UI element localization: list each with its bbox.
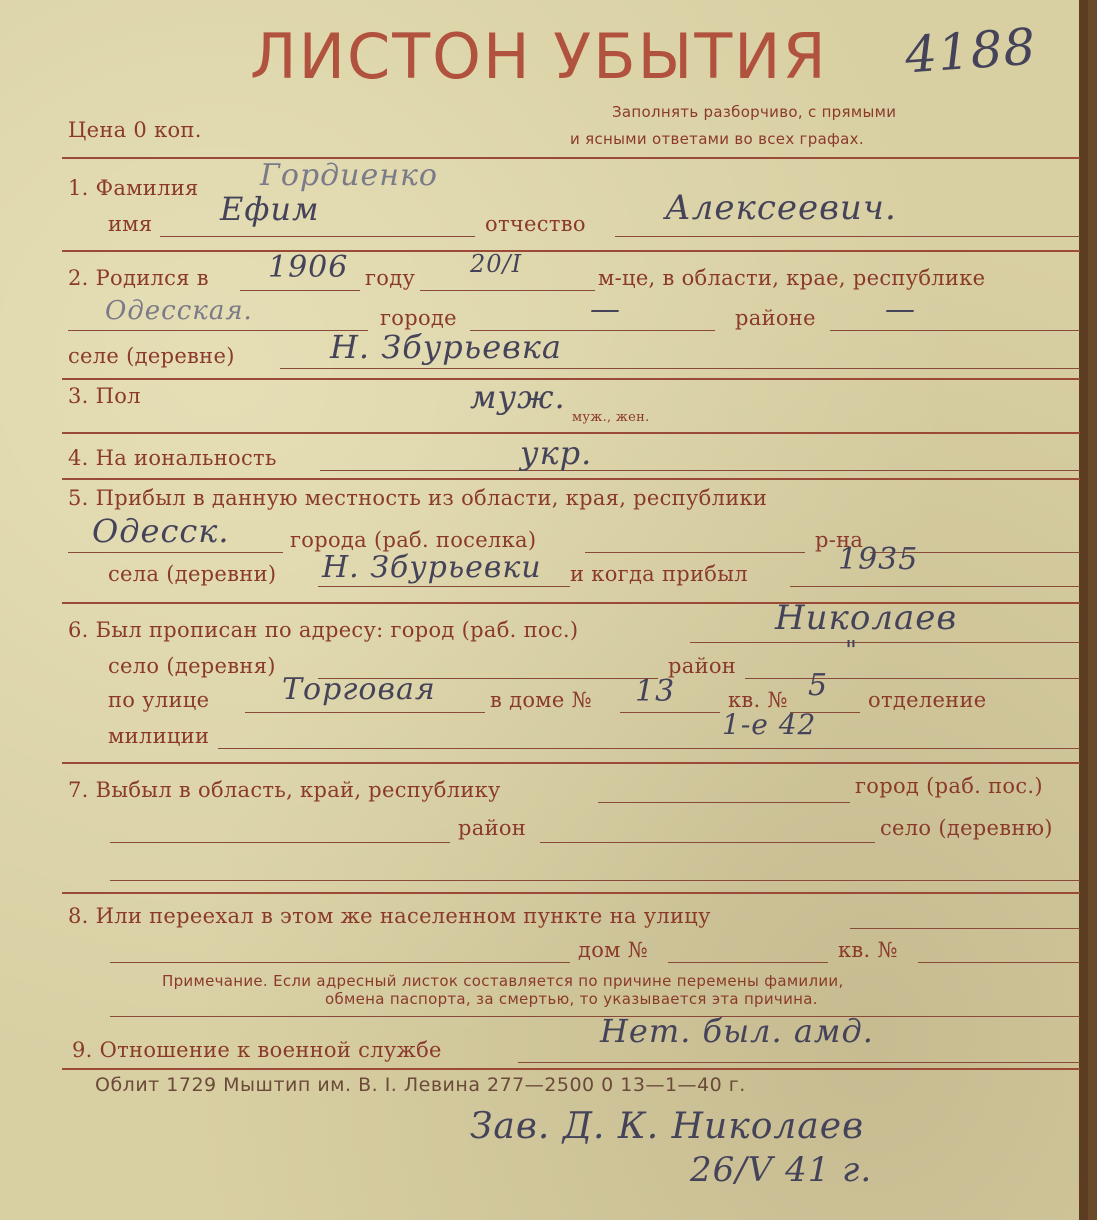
left-village-label: село (деревню) <box>880 816 1053 840</box>
instruction-line-1: Заполнять разборчиво, с прямыми <box>612 103 897 121</box>
price-label: Цена 0 коп. <box>68 118 202 142</box>
born-label: 2. Родился в <box>68 266 209 290</box>
arrived-when-label: и когда прибыл <box>570 562 748 586</box>
house-value: 13 <box>635 674 676 709</box>
moved-apt-underline <box>918 962 1080 963</box>
name-value: Ефим <box>220 190 320 228</box>
left-region-underline <box>598 802 850 803</box>
left-city-underline <box>110 842 450 843</box>
moved-house-label: дом № <box>578 938 648 962</box>
birth-region-value: Одесская. <box>105 296 253 326</box>
birth-date-value: 20/I <box>470 250 523 278</box>
moved-prefix-underline <box>110 962 570 963</box>
sex-hint: муж., жен. <box>572 410 650 425</box>
region-underline <box>68 330 368 331</box>
apt-label: кв. № <box>728 688 788 712</box>
page-edge <box>1079 0 1088 1220</box>
divider <box>62 762 1080 764</box>
militia-label: милиции <box>108 724 210 748</box>
arrived-village-value: Н. Збурьевки <box>322 550 542 585</box>
arrived-village-label: села (деревни) <box>108 562 277 586</box>
instruction-line-2: и ясными ответами во всех графах. <box>570 130 864 148</box>
patronymic-label: отчество <box>485 212 586 236</box>
village-underline <box>280 368 1080 369</box>
arrived-district-label: р-на <box>815 528 864 552</box>
street-label: по улице <box>108 688 210 712</box>
left-district-underline <box>540 842 875 843</box>
house-label: в доме № <box>490 688 592 712</box>
birth-year-value: 1906 <box>268 250 349 285</box>
date-underline <box>420 290 595 291</box>
arrived-label: 5. Прибыл в данную местность из области, края, республики <box>68 486 768 510</box>
form-number: 4188 <box>903 17 1039 85</box>
moved-house-underline <box>668 962 828 963</box>
left-label: 7. Выбыл в область, край, республику <box>68 778 501 802</box>
divider <box>62 378 1080 380</box>
military-value: Нет. был. амд. <box>600 1012 874 1050</box>
militia-underline <box>218 748 1080 749</box>
military-label: 9. Отношение к военной службе <box>72 1038 442 1062</box>
registered-district-label: район <box>668 654 737 678</box>
left-city-label: город (раб. пос.) <box>855 774 1043 798</box>
moved-apt-label: кв. № <box>838 938 898 962</box>
year-underline <box>240 290 360 291</box>
village-label: селе (деревне) <box>68 344 235 368</box>
registered-label: 6. Был прописан по адресу: город (раб. пос.) <box>68 618 579 642</box>
street-value: Торговая <box>282 672 436 707</box>
moved-street-underline <box>850 928 1080 929</box>
note-underline <box>110 1016 1080 1017</box>
surname-value: Гордиенко <box>260 158 438 193</box>
sex-value: муж. <box>470 378 566 416</box>
militia-value: 1-е 42 <box>722 708 817 741</box>
form-title: ЛИСТОН УБЫТИЯ <box>250 20 828 93</box>
sex-label: 3. Пол <box>68 384 141 408</box>
street-underline <box>245 712 485 713</box>
registered-city-underline <box>690 642 1080 643</box>
signature-line-2: 26/V 41 г. <box>690 1150 873 1190</box>
nationality-value: укр. <box>520 434 593 472</box>
patronymic-underline <box>615 236 1080 237</box>
patronymic-value: Алексеевич. <box>665 188 897 228</box>
nationality-underline <box>320 470 1080 471</box>
left-village-underline <box>110 880 1080 881</box>
registered-city-value: Николаев <box>775 598 958 638</box>
nationality-label: 4. На иональность <box>68 446 277 470</box>
year-label: году <box>365 266 416 290</box>
birth-city-value: — <box>590 292 621 327</box>
arrived-village-underline <box>318 586 570 587</box>
district-label: районе <box>735 306 816 330</box>
place-label: м-це, в области, крае, республике <box>598 266 986 290</box>
city-label: городе <box>380 306 457 330</box>
arrived-when-underline <box>790 586 1080 587</box>
department-label: отделение <box>868 688 987 712</box>
divider <box>62 1068 1080 1070</box>
registered-district-value: " <box>845 636 858 666</box>
apt-value: 5 <box>808 668 829 703</box>
divider <box>62 892 1080 894</box>
arrived-city-underline <box>585 552 805 553</box>
arrived-when-value: 1935 <box>838 542 919 577</box>
name-label: имя <box>108 212 153 236</box>
arrived-region-underline <box>68 552 283 553</box>
district-underline <box>830 330 1080 331</box>
birth-district-value: — <box>885 292 916 327</box>
arrived-region-value: Одесск. <box>92 512 230 550</box>
signature-line-1: Зав. Д. К. Николаев <box>470 1106 865 1147</box>
note-line-1: Примечание. Если адресный листок составляется по причине перемены фамилии, <box>162 972 844 990</box>
divider <box>62 478 1080 480</box>
divider <box>62 157 1080 159</box>
house-underline <box>620 712 720 713</box>
note-line-2: обмена паспорта, за смертью, то указывается эта причина. <box>325 990 818 1008</box>
surname-label: 1. Фамилия <box>68 176 199 200</box>
name-underline <box>160 236 475 237</box>
moved-label: 8. Или переехал в этом же населенном пункте на улицу <box>68 904 711 928</box>
arrived-city-label: города (раб. поселка) <box>290 528 537 552</box>
military-underline <box>518 1062 1080 1063</box>
registered-village-label: село (деревня) <box>108 654 276 678</box>
divider <box>62 250 1080 252</box>
birth-village-value: Н. Збурьевка <box>330 328 562 366</box>
print-imprint: Облит 1729 Мыштип им. В. І. Левина 277—2500 0 13—1—40 г. <box>95 1074 746 1096</box>
left-district-label: район <box>458 816 527 840</box>
registered-district-underline <box>745 678 1080 679</box>
